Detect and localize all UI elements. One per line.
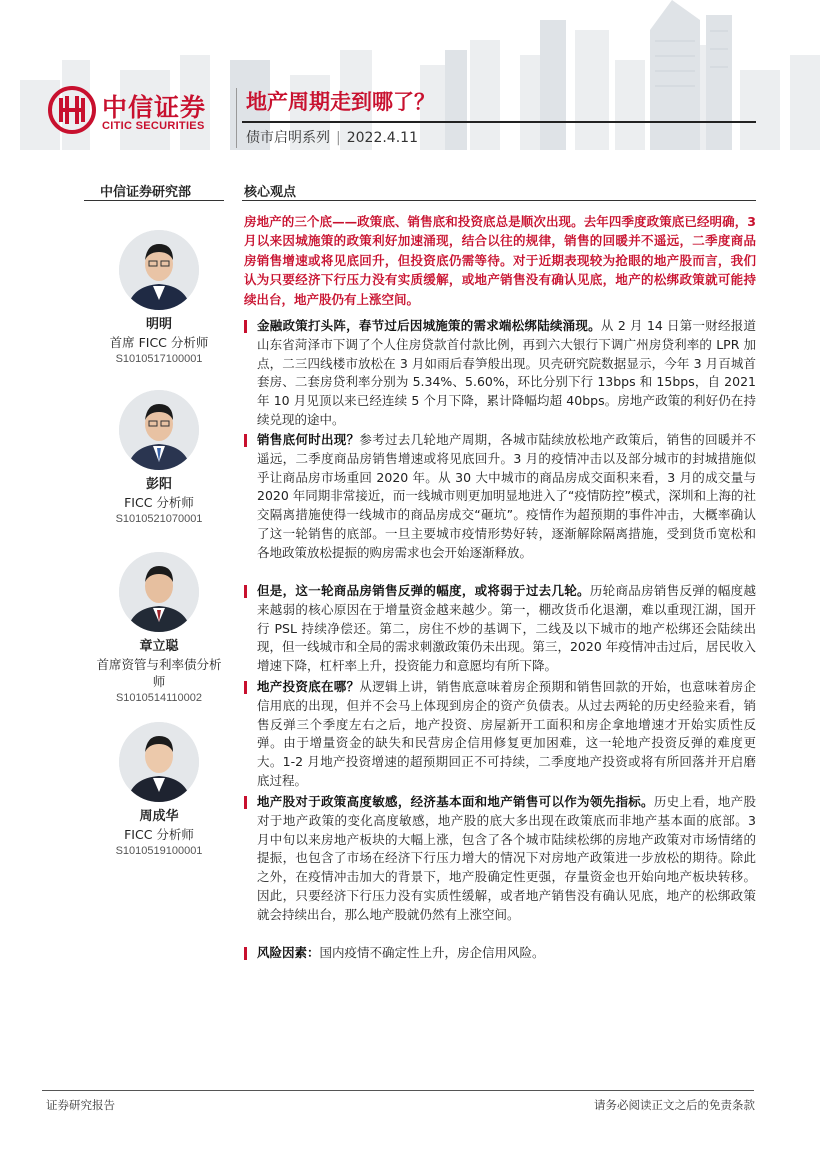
bullet-marker bbox=[244, 947, 247, 960]
analyst-name: 明明 bbox=[145, 317, 172, 332]
analyst-name: 周成华 bbox=[139, 809, 179, 824]
analyst-name: 章立聪 bbox=[139, 639, 179, 654]
core-summary: 房地产的三个底——政策底、销售底和投资底总是顺次出现。去年四季度政策底已经明确，3 月以来因城施策的政策利好加速涌现，结合以往的规律，销售的回暖并不遥远，二季度商品房销售增速或将见底回升，但投资底仍需等待。对于近期表现较为抢眼的地产股而言，我们认为只要经济下行压力没有实质缓解，或地产销售没有确认见底，地产的松绑政策就可能持续出台，地产股仍有上涨空间。 bbox=[244, 214, 756, 307]
bullet-marker bbox=[244, 585, 247, 598]
research-dept: 中信证券研究部 bbox=[100, 185, 192, 200]
view-paragraph bbox=[244, 678, 756, 791]
footer-disclaimer: 请务必阅读正文之后的免责条款 bbox=[594, 1098, 755, 1112]
report-subtitle bbox=[246, 127, 418, 147]
analyst-id: S1010517100001 bbox=[115, 353, 203, 365]
title-rule bbox=[242, 121, 756, 123]
bullet-marker bbox=[244, 434, 247, 447]
analyst-photo bbox=[119, 552, 199, 632]
paragraph-lead: 但是，这一轮商品房销售反弹的幅度，或将弱于过去几轮。 bbox=[257, 583, 590, 598]
analyst-card bbox=[84, 722, 234, 860]
core-view-heading: 核心观点 bbox=[244, 185, 297, 200]
report-date: 2022.4.11 bbox=[346, 130, 418, 146]
analyst-name: 彭阳 bbox=[145, 477, 172, 492]
paragraph-lead: 金融政策打头阵，春节过后因城施策的需求端松绑陆续涌现。 bbox=[257, 318, 601, 333]
bullet-marker bbox=[244, 796, 247, 809]
analyst-id: S1010519100001 bbox=[115, 845, 203, 857]
brand-logo bbox=[48, 86, 238, 138]
analyst-photo bbox=[119, 230, 199, 310]
view-paragraph bbox=[244, 793, 756, 925]
analyst-role: FICC 分析师 bbox=[124, 495, 194, 510]
paragraph-body: 从 2 月 14 日第一财经报道山东省菏泽市下调了个人住房贷款首付款比例，再到六大银行下调广州房贷利率的 LPR 加点，二三四线楼市放松在 3 月如雨后春笋般出现。贝壳研究院数据显示，今年 3 月百城首套房、二套房贷利率分别为 5.34%、5.60%，环比分别下行 13bps 和 15bps，自 2021 年 10 月见顶以来已经连续 5 个月下降，累计降幅均超 40bps。房地产政策的利好仍在持续兑现的途中。 bbox=[257, 318, 756, 427]
analyst-card bbox=[84, 390, 234, 528]
footer-rule bbox=[42, 1090, 754, 1091]
view-paragraph bbox=[244, 317, 756, 430]
sidebar-rule bbox=[84, 200, 224, 201]
paragraph-body: 从逻辑上讲，销售底意味着房企预期和销售回款的开始，也意味着房企信用底的出现，但并不会马上体现到房企的资产负债表。从过去两轮的历史经验来看，销售反弹三个季度左右之后，地产投资、房屋新开工面积和房企拿地增速才开始实质性反弹。由于增量资金的缺失和民营房企信用修复更加困难，这一轮地产投资反弹的难度更大。1-2 月地产投资增速的超预期回正不可持续，二季度地产投资或将有所回落并开启磨底过程。 bbox=[257, 679, 756, 788]
paragraph-body: 参考过去几轮地产周期，各城市陆续放松地产政策后，销售的回暖并不遥远，二季度商品房销售增速或将见底回升。3 月的疫情冲击以及部分城市的封城措施似乎让商品房市场重回 2020 年。从 30 大中城市的商品房成交面积来看，3 月的成交量与 2020 年同期非常接近，而一线城市则更加明显地进入了“疫情防控”模式，深圳和上海的社交隔离措施使得一线城市的商品房成交“砸坑”。疫情作为超预期的事件冲击，大概率确认了这一轮销售的底部。一旦主要城市疫情形势好转，逐渐解除隔离措施，受到货币宽松和各地政策放松提振的购房需求也会开始逐渐释放。 bbox=[257, 432, 756, 560]
paragraph-body: 历史上看，地产股对于地产政策的变化高度敏感，地产股的底大多出现在政策底而非地产基本面的底部。3 月中旬以来房地产板块的大幅上涨，包含了各个城市陆续松绑的房地产政策对市场情绪的提振，也包含了市场在经济下行压力增大的情况下对房地产政策进一步放松的期待。除此之外，在疫情冲击加大的背景下，地产股确定性更强，存量资金也开始向地产板块转移。因此，只要经济下行压力没有实质性缓解，或者地产销售没有确认见底，地产的松绑政策就会持续出台，那么地产股就仍然有上涨空间。 bbox=[257, 794, 756, 922]
analyst-card bbox=[84, 552, 234, 707]
view-paragraph bbox=[244, 582, 756, 676]
analyst-card bbox=[84, 230, 234, 368]
view-paragraph bbox=[244, 431, 756, 563]
footer-report-type: 证券研究报告 bbox=[46, 1098, 115, 1112]
analyst-role: 首席资管与利率债分析师 bbox=[96, 657, 222, 689]
bullet-marker bbox=[244, 681, 247, 694]
paragraph-lead: 地产投资底在哪？ bbox=[257, 679, 360, 694]
paragraph-body: 历轮商品房销售反弹的幅度越来越弱的核心原因在于增量资金越来越少。第一，棚改货币化退潮，难以重现江湖，国开行 PSL 持续净偿还。第二，房住不炒的基调下，二线及以下城市的地产松绑还会陆续出现，但一线城市和全局的需求刺激政策仍未出现。第三，2020 年疫情冲击过后，居民收入增速下降，杠杆率上升，投资能力和意愿均有所下降。 bbox=[257, 583, 756, 674]
subtitle-separator: | bbox=[336, 130, 341, 146]
view-paragraph bbox=[244, 944, 756, 963]
paragraph-lead: 销售底何时出现？ bbox=[257, 432, 360, 447]
analyst-photo bbox=[119, 390, 199, 470]
paragraph-body: 国内疫情不确定性上升，房企信用风险。 bbox=[319, 945, 545, 960]
report-title: 地产周期走到哪了？ bbox=[246, 90, 435, 114]
analyst-id: S1010514110002 bbox=[115, 692, 203, 704]
paragraph-lead: 地产股对于政策高度敏感，经济基本面和地产销售可以作为领先指标。 bbox=[257, 794, 654, 809]
header-divider bbox=[236, 88, 237, 148]
paragraph-lead: 风险因素： bbox=[257, 945, 320, 960]
main-rule bbox=[242, 200, 756, 201]
brand-name-cn: 中信证券 bbox=[102, 93, 207, 122]
brand-name-en: CITIC SECURITIES bbox=[102, 120, 205, 132]
analyst-id: S1010521070001 bbox=[115, 513, 203, 525]
analyst-role: FICC 分析师 bbox=[124, 827, 194, 842]
bullet-marker bbox=[244, 320, 247, 333]
series-name: 债市启明系列 bbox=[246, 130, 330, 146]
citic-logo-icon bbox=[48, 86, 96, 134]
analyst-photo bbox=[119, 722, 199, 802]
analyst-role: 首席 FICC 分析师 bbox=[109, 335, 209, 350]
